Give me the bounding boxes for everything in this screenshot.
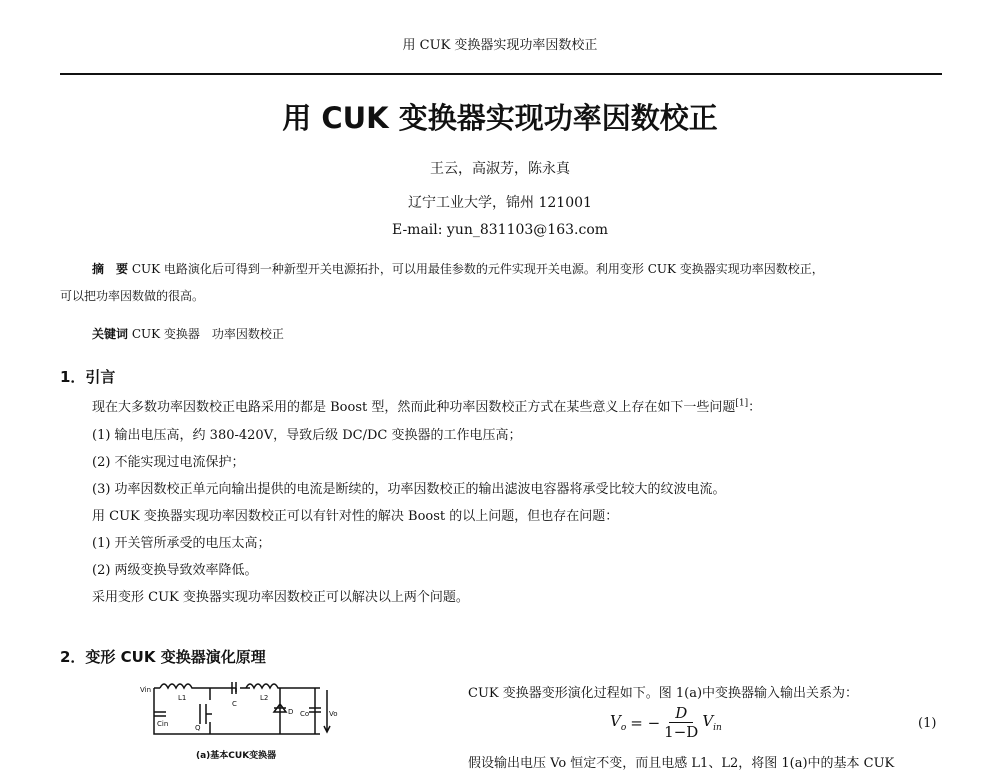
paper-title: 用 CUK 变换器实现功率因数校正 bbox=[282, 101, 718, 135]
eq-denominator: 1−D bbox=[664, 723, 699, 741]
figure-caption: (a)基本CUK变换器 bbox=[196, 751, 277, 761]
equation-1 bbox=[610, 704, 722, 741]
intro-text: 现在大多数功率因数校正电路采用的都是 Boost 型，然而此种功率因数校正方式在某些意义上存在如下一些问题 bbox=[92, 400, 736, 415]
section-2-paragraph: CUK 变换器变形演化过程如下。图 1(a)中变换器输入输出关系为： bbox=[468, 686, 859, 701]
authors: 王云，高淑芳，陈永真 bbox=[430, 161, 570, 177]
label-l1: L1 bbox=[178, 694, 187, 702]
intro-punct: ： bbox=[748, 400, 762, 415]
label-vin: Vin bbox=[140, 686, 152, 694]
keywords-text: CUK 变换器 功率因数校正 bbox=[131, 327, 284, 341]
eq-sign: = − bbox=[630, 713, 661, 732]
paragraph-line: (1) 开关管所承受的电压太高； bbox=[92, 536, 271, 551]
eq-fraction bbox=[664, 704, 698, 741]
keywords bbox=[92, 325, 284, 342]
paragraph-line: (3) 功率因数校正单元向输出提供的电流是断续的，功率因数校正的输出滤波电容器将承受比较大的纹波电流。 bbox=[92, 482, 726, 497]
keywords-label: 关键词 bbox=[92, 327, 129, 341]
label-vo: Vo bbox=[329, 710, 338, 718]
paragraph-line: (2) 两级变换导致效率降低。 bbox=[92, 563, 258, 578]
abstract-label: 摘 要 bbox=[92, 262, 129, 276]
eq-numerator: D bbox=[669, 704, 693, 723]
label-co: Co bbox=[300, 710, 310, 718]
paragraph-line: 用 CUK 变换器实现功率因数校正可以有针对性的解决 Boost 的以上问题，但也存在问题： bbox=[92, 509, 619, 524]
running-header: 用 CUK 变换器实现功率因数校正 bbox=[402, 38, 598, 53]
abstract-text: CUK 电路演化后可得到一种新型开关电源拓扑，可以用最佳参数的元件实现开关电源。利用变形 CUK 变换器实现功率因数校正， bbox=[131, 262, 824, 276]
equation-number: (1) bbox=[918, 716, 937, 731]
cuk-circuit-figure bbox=[140, 676, 340, 748]
affiliation: 辽宁工业大学，锦州 121001 bbox=[408, 195, 592, 211]
label-d: D bbox=[288, 708, 294, 716]
paragraph-line: (2) 不能实现过电流保护； bbox=[92, 455, 245, 470]
label-c: C bbox=[232, 700, 237, 708]
label-l2: L2 bbox=[260, 694, 269, 702]
eq-lhs: $V_o$ bbox=[610, 712, 627, 733]
eq-rhs: $V_{in}$ bbox=[702, 712, 722, 733]
abstract-line-1 bbox=[92, 260, 824, 277]
header-rule bbox=[60, 73, 942, 75]
section-1-intro bbox=[92, 396, 761, 415]
paragraph-line: (1) 输出电压高，约 380-420V，导致后级 DC/DC 变换器的工作电压高； bbox=[92, 428, 522, 443]
label-cin: Cin bbox=[157, 720, 169, 728]
section-2-next-line: 假设输出电压 Vo 恒定不变，而且电感 L1、L2，将图 1(a)中的基本 CUK bbox=[468, 756, 895, 771]
label-q: Q bbox=[195, 724, 201, 732]
citation: [1] bbox=[735, 398, 749, 409]
email: E-mail: yun_831103@163.com bbox=[391, 222, 609, 238]
paragraph-line: 采用变形 CUK 变换器实现功率因数校正可以解决以上两个问题。 bbox=[92, 590, 469, 605]
section-2-heading: 2．变形 CUK 变换器演化原理 bbox=[60, 648, 266, 666]
abstract-line-2: 可以把功率因数做的很高。 bbox=[60, 289, 205, 303]
section-1-heading: 1．引言 bbox=[60, 368, 116, 386]
